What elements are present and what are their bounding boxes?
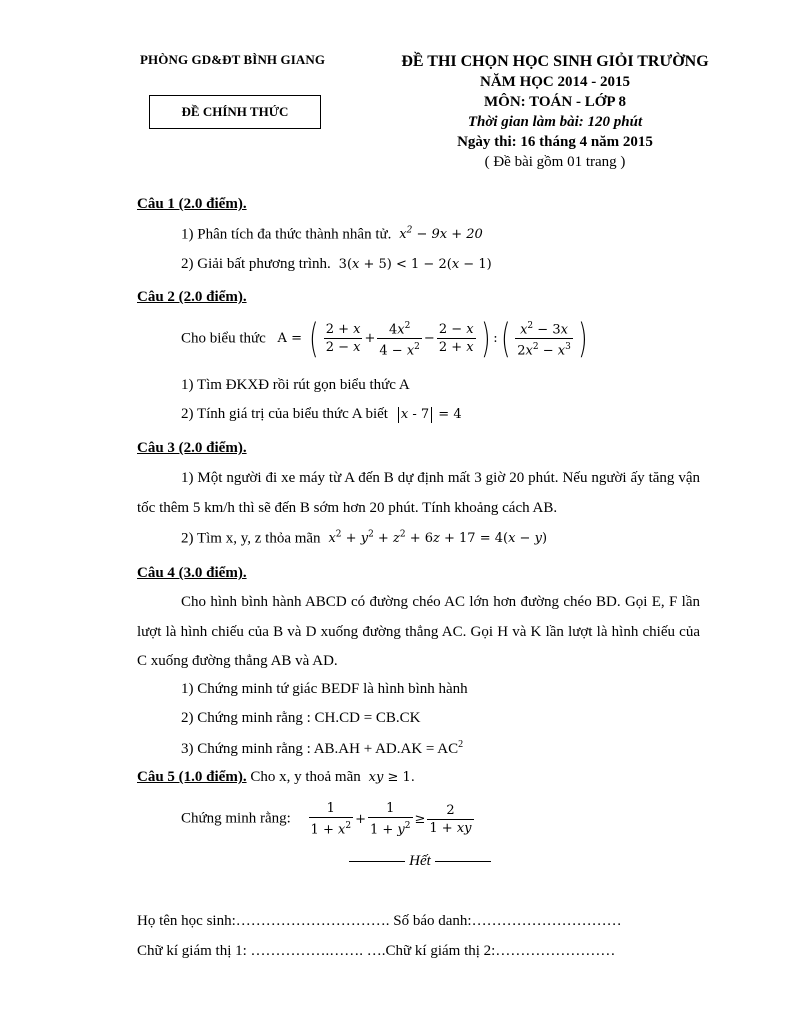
question-2-part-2 (181, 406, 462, 423)
question-3-title: Câu 3 (2.0 điểm). (137, 440, 247, 456)
school-year: NĂM HỌC 2014 - 2015 (480, 74, 630, 90)
question-3-part-2 (181, 530, 547, 547)
question-4-intro: Cho hình bình hành ABCD có đường chéo AC lớn hơn đường chéo BD. Gọi E, F lần lượt là hình chiếu của B và D xuống đường thẳng AC. Gọi H và K lần lượt là hình chiếu của C xuống đường thẳng AB và AD. (137, 594, 700, 669)
question-3-part-1: 1) Một người đi xe máy từ A đến B dự định mất 3 giờ 20 phút. Nếu người ấy tăng vận tốc thêm 5 km/h thì sẽ đến B sớm hơn 20 phút. Tính khoảng cách AB. (137, 470, 700, 516)
question-5-title: Câu 5 (1.0 điểm). (137, 769, 247, 785)
duration: Thời gian làm bài: 120 phút (467, 114, 643, 130)
question-4-part-1: 1) Chứng minh tứ giác BEDF là hình bình hành (181, 681, 468, 697)
q1-inequality: 3(x + 5) < 1 − 2(x − 1) (334, 257, 492, 272)
question-3-part-2-text: 2) Tìm x, y, z thỏa mãn (181, 530, 321, 547)
exam-header (380, 52, 730, 172)
question-1-part-2 (181, 256, 492, 273)
question-2-part-2-text: 2) Tính giá trị của biểu thức A biết (181, 406, 388, 422)
exam-date: Ngày thi: 16 tháng 4 năm 2015 (457, 134, 653, 150)
q3-equation: $x^2 + y^2 + z^2 + 6z + 17 = 4(x - y)$ (328, 530, 548, 547)
question-1-part-1-text: 1) Phân tích đa thức thành nhân tử. (181, 226, 392, 243)
question-1-title: Câu 1 (2.0 điểm). (137, 196, 247, 212)
end-rule-right (435, 861, 491, 862)
page-note: ( Đề bài gồm 01 trang ) (484, 154, 626, 170)
question-4-part-3: 3) Chứng minh rằng : $AB.AH + AD.AK = AC^2$ (181, 739, 464, 757)
q5-condition: xy ≥ 1. (368, 770, 415, 785)
abs-condition: x - 7 = 4 (392, 407, 462, 422)
question-5-prove-text: Chứng minh rằng: (181, 810, 291, 827)
question-2-intro: Cho biểu thức (181, 330, 266, 347)
question-4-part-3-text: 3) Chứng minh rằng : AB.AH + AD.AK = AC (181, 741, 459, 757)
proctor-signature-line: Chữ kí giám thị 1: …………….……. ….Chữ kí giám thị 2:…………………… (137, 943, 616, 959)
exam-title: ĐỀ THI CHỌN HỌC SINH GIỎI TRƯỜNG (401, 53, 709, 70)
question-1-part-1 (181, 226, 483, 243)
question-5-header (137, 769, 415, 786)
end-marker (335, 853, 505, 870)
expression-A: A = ( $\frac{2 + x}{2 - x}$ + $\frac{4x^2}{4 - x^2}$ − $\frac{2 - x}{2 + x}$ ) :( $\frac{x^2 - 3x}{2x^2 - x^3}$ ) (277, 315, 588, 362)
student-info-line: Họ tên học sinh:…………………………. Số báo danh:………………………… (137, 913, 622, 929)
question-2-part-1: 1) Tìm ĐKXĐ rồi rút gọn biểu thức A (181, 377, 410, 393)
question-4-title: Câu 4 (3.0 điểm). (137, 565, 247, 581)
q5-inequality-formula: $\frac{1}{1 + x^2}$ + $\frac{1}{1 + y^2}$ ≥ $\frac{2}{1 + xy}$ (310, 801, 472, 838)
question-5-inequality (181, 800, 476, 838)
q1-polynomial: $x^2 - 9x + 20$ (395, 226, 483, 243)
question-1-part-2-text: 2) Giải bất phương trình. (181, 256, 331, 272)
question-2-title: Câu 2 (2.0 điểm). (137, 289, 247, 305)
subject: MÔN: TOÁN - LỚP 8 (484, 94, 626, 110)
official-label-box (149, 95, 321, 129)
question-5-intro: Cho x, y thoả mãn (250, 769, 361, 785)
end-text: Hết (409, 853, 431, 869)
question-4-part-2: 2) Chứng minh rằng : CH.CD = CB.CK (181, 710, 421, 726)
department-name: PHÒNG GD&ĐT BÌNH GIANG (140, 52, 326, 67)
official-label: ĐỀ CHÍNH THỨC (181, 104, 289, 119)
question-2-expression (181, 315, 590, 362)
end-rule-left (349, 861, 405, 862)
